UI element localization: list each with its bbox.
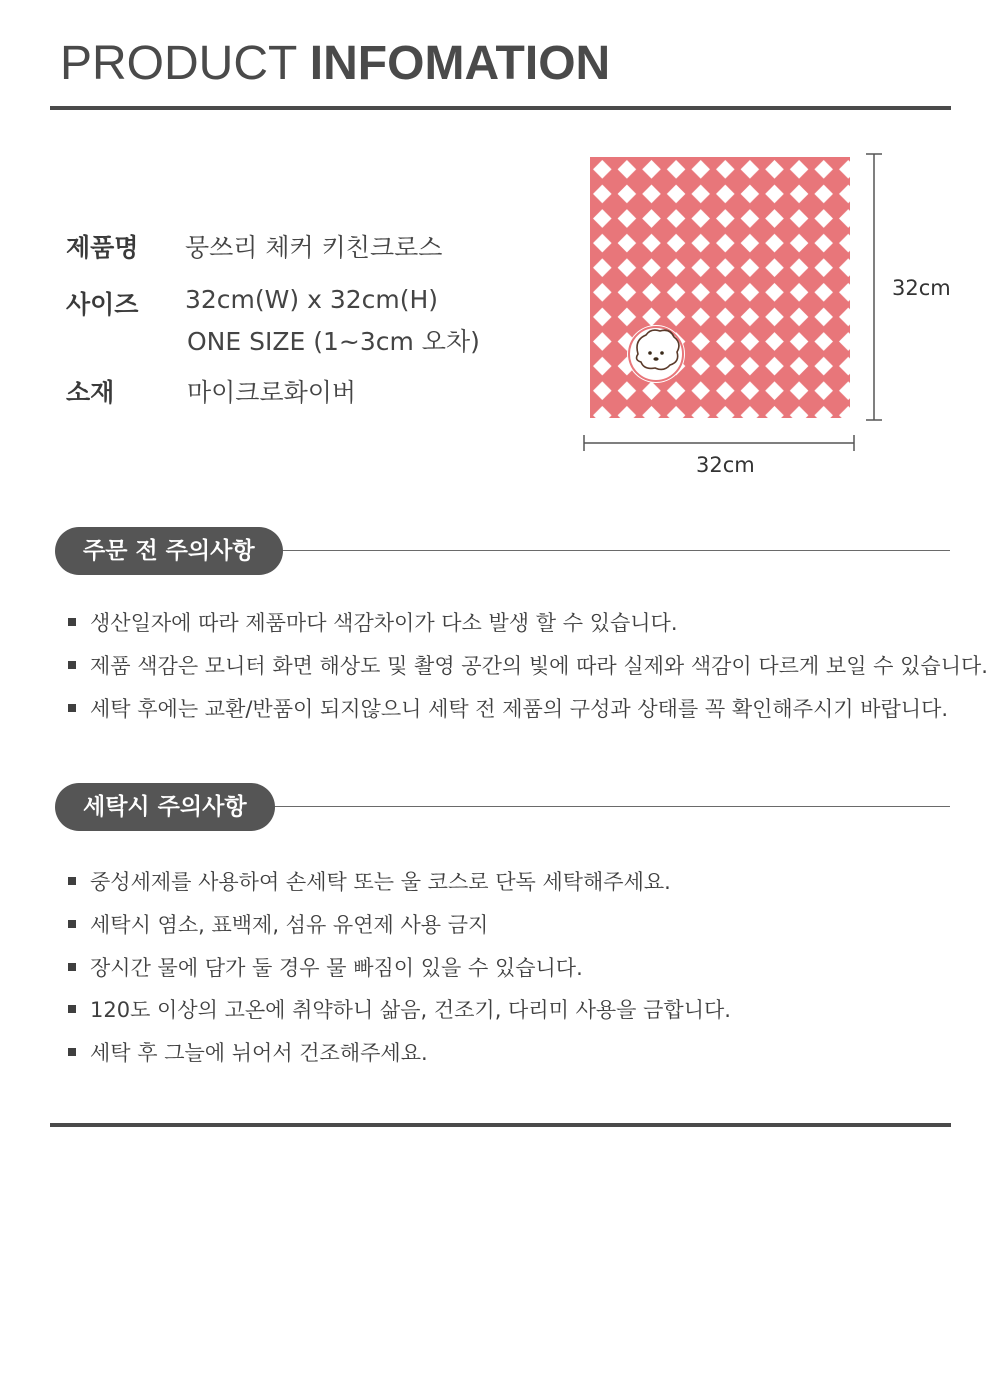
bullet-square-icon (68, 1005, 76, 1013)
list-item: 제품 색감은 모니터 화면 해상도 및 촬영 공간의 빛에 따라 실제와 색감이 다르게 보일 수 있습니다. (68, 652, 988, 680)
checker-pattern (590, 157, 850, 418)
list-item: 생산일자에 따라 제품마다 색감차이가 다소 발생 할 수 있습니다. (68, 609, 678, 637)
list-item: 중성세제를 사용하여 손세탁 또는 울 코스로 단독 세탁해주세요. (68, 868, 671, 896)
material-label: 소재 (66, 378, 115, 407)
width-label: 32cm (696, 453, 755, 477)
width-dimension (584, 435, 854, 451)
list-item: 세탁시 염소, 표백제, 섬유 유연제 사용 금지 (68, 911, 488, 939)
product-name-value: 뭉쓰리 체커 키친크로스 (185, 233, 443, 262)
bullet-square-icon (68, 618, 76, 626)
material-value: 마이크로화이버 (187, 378, 357, 407)
height-dimension (866, 154, 882, 420)
section-wash-line (270, 806, 950, 807)
list-item: 120도 이상의 고온에 취약하니 삶음, 건조기, 다리미 사용을 금합니다. (68, 996, 731, 1024)
section-order-line (270, 550, 950, 551)
list-item: 장시간 물에 담가 둘 경우 물 빠짐이 있을 수 있습니다. (68, 954, 583, 982)
page-title (60, 34, 610, 94)
checker-cloth-image (580, 150, 960, 480)
product-figure (580, 150, 960, 480)
section-wash-title: 세탁시 주의사항 (55, 783, 275, 831)
footer-divider (50, 1123, 951, 1127)
size-value-secondary: ONE SIZE (1~3cm 오차) (187, 327, 480, 356)
section-order-title: 주문 전 주의사항 (55, 527, 283, 575)
bullet-square-icon (68, 920, 76, 928)
product-name-label: 제품명 (66, 233, 139, 262)
size-value-primary: 32cm(W) x 32cm(H) (185, 285, 439, 314)
list-item: 세탁 후에는 교환/반품이 되지않으니 세탁 전 제품의 구성과 상태를 꼭 확인해주시기 바랍니다. (68, 695, 948, 723)
page-title-light: PRODUCT (60, 37, 310, 90)
height-label: 32cm (892, 276, 951, 300)
bullet-square-icon (68, 963, 76, 971)
page-title-bold: INFOMATION (309, 37, 611, 90)
bullet-square-icon (68, 877, 76, 885)
list-item: 세탁 후 그늘에 뉘어서 건조해주세요. (68, 1039, 428, 1067)
bullet-square-icon (68, 704, 76, 712)
character-patch (627, 325, 685, 383)
bullet-square-icon (68, 1048, 76, 1056)
header-divider (50, 106, 951, 110)
size-label: 사이즈 (66, 290, 139, 319)
bullet-square-icon (68, 661, 76, 669)
